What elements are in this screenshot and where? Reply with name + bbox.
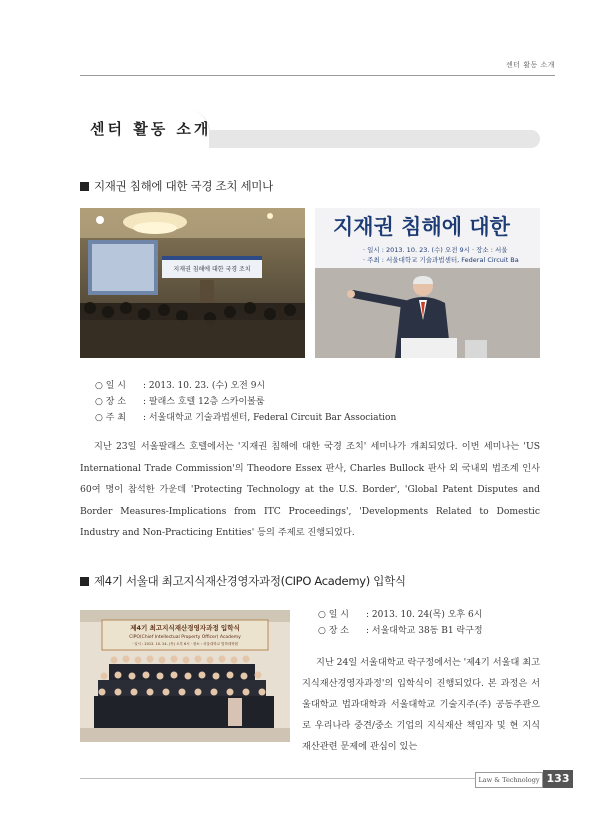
square-bullet-icon	[80, 577, 89, 586]
cipo-info-venue-label: ○ 장 소	[318, 626, 349, 636]
seminar-info-host-value: : 서울대학교 기술과법센터, Federal Circuit Bar Association	[143, 413, 397, 423]
seminar-heading-text: 지재권 침해에 대한 국경 조치 세미나	[94, 179, 273, 193]
speaker-banner-line2: · 주최 : 서울대학교 기술과법센터, Federal Circuit Ba	[363, 256, 519, 264]
cipo-info-venue	[318, 623, 483, 636]
seminar-info-date-label: ○ 일 시	[95, 381, 126, 391]
footer-divider	[80, 778, 475, 779]
section-title: 센터 활동 소개	[90, 120, 212, 138]
seminar-info-host	[95, 410, 396, 423]
cipo-info-date-value: : 2013. 10. 24(목) 오후 6시	[366, 610, 483, 620]
seminar-info-venue-label: ○ 장 소	[95, 397, 126, 407]
seminar-info-date-value: : 2013. 10. 23. (수) 오전 9시	[143, 381, 266, 391]
speaker-banner-title: 지재권 침해에 대한	[333, 215, 510, 239]
cipo-banner-line1: 제4기 최고지식재산경영자과정 입학식	[130, 624, 240, 632]
cipo-heading-text: 제4기 서울대 최고지식재산경영자과정(CIPO Academy) 입학식	[94, 574, 406, 588]
cipo-heading	[80, 573, 406, 589]
section-banner-bar	[200, 130, 540, 148]
speaker-banner-line1: · 일시 : 2013. 10. 23. (수) 오전 9시 · 장소 : 서울	[363, 246, 508, 254]
journal-name: Law & Technology	[475, 772, 543, 788]
cipo-info-date-label: ○ 일 시	[318, 610, 349, 620]
seminar-photo-speaker	[315, 208, 540, 358]
cipo-paragraph: 지난 24일 서울대학교 락구정에서는 '제4기 서울대 최고지식재산경영자과정'의 입학식이 진행되었다. 본 과정은 서울대학교 법과대학과 서울대학교 기술지주(주) 공동주관으로 우리나라 중견/중소 기업의 지식재산 책임자 및 현 지식재산관련 문제에 관심이 있는	[302, 657, 540, 752]
page-number: 133	[543, 770, 573, 788]
cipo-info-venue-value: : 서울대학교 38동 B1 락구정	[366, 626, 483, 636]
seminar-info-venue	[95, 394, 265, 407]
seminar-info-venue-value: : 팔래스 호텔 12층 스카이볼룸	[143, 397, 265, 407]
running-header: 센터 활동 소개	[505, 61, 555, 69]
seminar-paragraph: 지난 23일 서울팔래스 호텔에서는 '지재권 침해에 대한 국경 조치' 세미나가 개최되었다. 이번 세미나는 'US International Trade Commission'의 Theodore Essex 판사, Charles Bullock 판사 외 국내외 법조계 인사 60여 명이 참석한 가운데 'Protecting Technology at the U.S. Border', 'Global Patent Disputes and Border Measures-Implications from ITC Proceedings', 'Developments Related to Domestic Industry and Non-Practicing Entities' 등의 주제로 진행되었다.	[80, 441, 540, 538]
cipo-info-date	[318, 607, 482, 620]
seminar-heading	[80, 178, 273, 194]
room-banner-text: 지재권 침해에 대한 국경 조치	[173, 266, 251, 273]
seminar-info-date	[95, 378, 265, 391]
seminar-info-host-label: ○ 주 최	[95, 413, 126, 423]
cipo-banner-line3: · 일시 : 2013. 10. 24. (목) 오후 6시 · 장소 : 서울대학교 법학대학원	[131, 642, 239, 646]
square-bullet-icon	[80, 182, 89, 191]
cipo-banner-line2: CIPO(Chief Intellectual Property Officer) Academy	[129, 635, 241, 640]
header-divider	[80, 75, 555, 76]
seminar-photo-room	[80, 208, 305, 358]
cipo-group-photo	[80, 610, 290, 742]
